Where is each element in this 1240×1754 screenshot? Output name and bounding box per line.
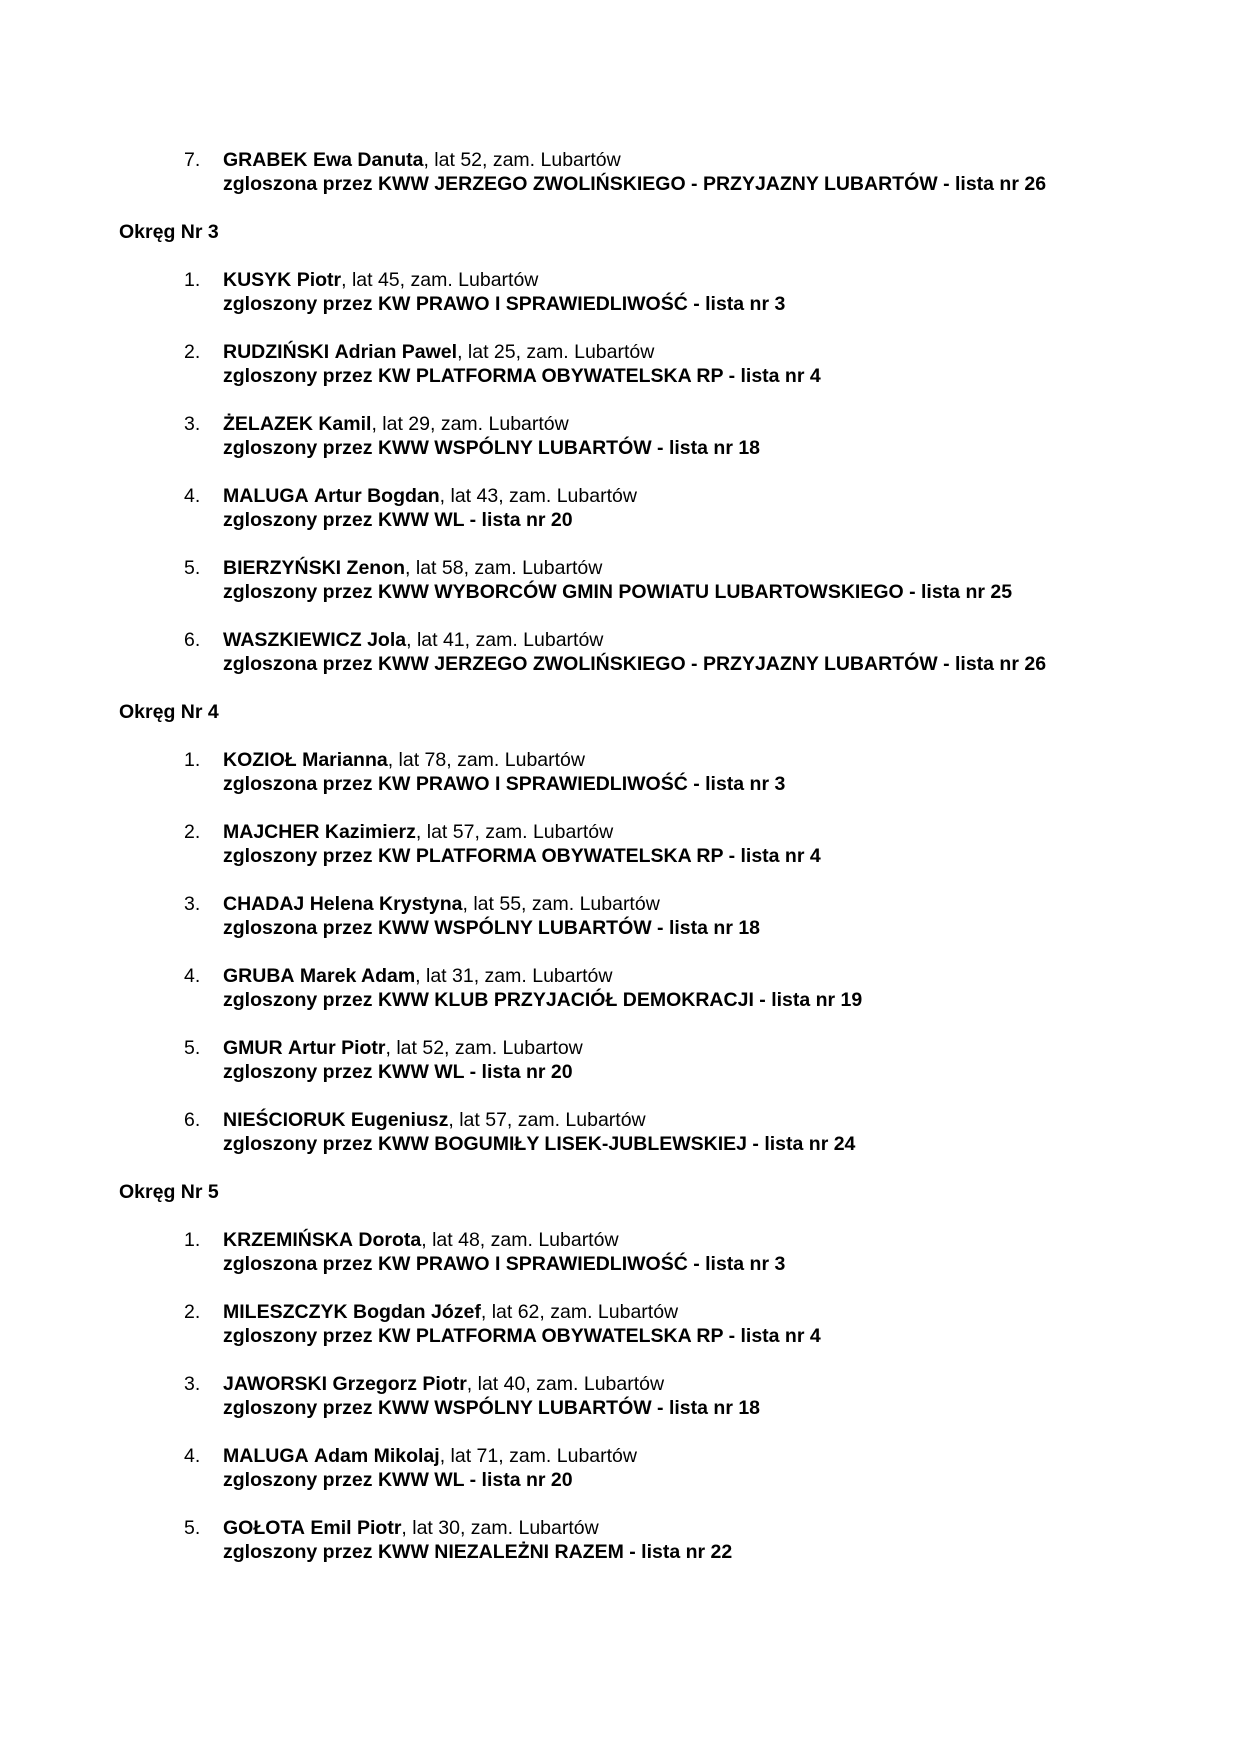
- nomination-line: [223, 172, 1046, 196]
- candidate-surname: GOŁOTA: [223, 1517, 305, 1539]
- committee-name: KWW JERZEGO ZWOLIŃSKIEGO - PRZYJAZNY LUBARTÓW - lista nr 26: [377, 173, 1047, 195]
- entry-number: 3.: [184, 1373, 201, 1395]
- nomination-line: [223, 844, 821, 868]
- candidate-details: , lat 52, zam. Lubartow: [385, 1037, 583, 1059]
- committee-name: KWW WYBORCÓW GMIN POWIATU LUBARTOWSKIEGO - lista nr 25: [377, 581, 1013, 603]
- candidate-given-names: Piotr: [296, 269, 342, 291]
- committee-name: KWW WSPÓLNY LUBARTÓW - lista nr 18: [377, 437, 761, 459]
- candidate-given-names: Dorota: [358, 1229, 422, 1251]
- candidate-line: [223, 820, 613, 844]
- candidate-surname: GMUR: [223, 1037, 283, 1059]
- candidate-given-names: Helena Krystyna: [309, 893, 463, 915]
- candidate-line: [223, 964, 612, 988]
- entry-number: 5.: [184, 1517, 201, 1539]
- nomination-line: [223, 508, 573, 532]
- candidate-details: , lat 55, zam. Lubartów: [462, 893, 660, 915]
- reported-by: zgloszony przez: [223, 1469, 373, 1491]
- reported-by: zgloszony przez: [223, 1541, 373, 1563]
- candidate-given-names: Adrian Pawel: [334, 341, 458, 363]
- reported-by: zgloszony przez: [223, 1133, 373, 1155]
- candidate-line: [223, 892, 660, 916]
- entry-number: 4.: [184, 965, 201, 987]
- committee-name: KWW WSPÓLNY LUBARTÓW - lista nr 18: [377, 917, 761, 939]
- candidate-line: [223, 556, 602, 580]
- candidate-surname: ŻELAZEK: [223, 413, 313, 435]
- committee-name: KW PRAWO I SPRAWIEDLIWOŚĆ - lista nr 3: [377, 293, 786, 315]
- candidate-details: , lat 58, zam. Lubartów: [405, 557, 603, 579]
- committee-name: KW PLATFORMA OBYWATELSKA RP - lista nr 4: [377, 365, 821, 387]
- nomination-line: [223, 1396, 760, 1420]
- nomination-line: [223, 916, 760, 940]
- candidate-details: , lat 62, zam. Lubartów: [480, 1301, 679, 1323]
- candidate-given-names: Grzegorz Piotr: [332, 1373, 467, 1395]
- nomination-line: [223, 1468, 573, 1492]
- entry-number: 1.: [184, 269, 201, 291]
- nomination-line: [223, 1324, 821, 1348]
- district-heading: Okręg Nr 5: [119, 1181, 219, 1203]
- entry-number: 6.: [184, 1109, 201, 1131]
- candidate-surname: MILESZCZYK: [223, 1301, 348, 1323]
- reported-by: zgloszona przez: [223, 173, 373, 195]
- committee-name: KWW WSPÓLNY LUBARTÓW - lista nr 18: [377, 1397, 761, 1419]
- district-heading: Okręg Nr 4: [119, 701, 219, 723]
- candidate-given-names: Marek Adam: [299, 965, 416, 987]
- candidate-details: , lat 31, zam. Lubartów: [415, 965, 613, 987]
- reported-by: zgloszony przez: [223, 509, 373, 531]
- candidate-given-names: Zenon: [346, 557, 406, 579]
- reported-by: zgloszona przez: [223, 1253, 373, 1275]
- nomination-line: [223, 988, 862, 1012]
- nomination-line: [223, 1540, 732, 1564]
- nomination-line: [223, 652, 1046, 676]
- committee-name: KW PLATFORMA OBYWATELSKA RP - lista nr 4: [377, 845, 821, 867]
- candidate-surname: MAJCHER: [223, 821, 320, 843]
- candidate-given-names: Ewa Danuta: [312, 149, 424, 171]
- reported-by: zgloszony przez: [223, 365, 373, 387]
- entry-number: 2.: [184, 821, 201, 843]
- nomination-line: [223, 1252, 785, 1276]
- candidate-surname: RUDZIŃSKI: [223, 341, 330, 363]
- committee-name: KW PLATFORMA OBYWATELSKA RP - lista nr 4: [377, 1325, 821, 1347]
- candidate-line: [223, 148, 621, 172]
- candidate-details: , lat 52, zam. Lubartów: [423, 149, 621, 171]
- candidate-given-names: Adam Mikolaj: [314, 1445, 440, 1467]
- candidate-given-names: Artur Bogdan: [314, 485, 440, 507]
- reported-by: zgloszony przez: [223, 293, 373, 315]
- candidate-line: [223, 412, 569, 436]
- candidate-line: [223, 1372, 664, 1396]
- reported-by: zgloszony przez: [223, 1325, 373, 1347]
- committee-name: KWW WL - lista nr 20: [377, 1061, 573, 1083]
- committee-name: KWW JERZEGO ZWOLIŃSKIEGO - PRZYJAZNY LUBARTÓW - lista nr 26: [377, 653, 1047, 675]
- candidate-surname: BIERZYŃSKI: [223, 557, 342, 579]
- candidate-given-names: Artur Piotr: [288, 1037, 386, 1059]
- candidate-given-names: Jola: [367, 629, 407, 651]
- entry-number: 1.: [184, 1229, 201, 1251]
- candidate-surname: JAWORSKI: [223, 1373, 328, 1395]
- candidate-details: , lat 45, zam. Lubartów: [341, 269, 539, 291]
- candidate-line: [223, 748, 585, 772]
- committee-name: KW PRAWO I SPRAWIEDLIWOŚĆ - lista nr 3: [377, 773, 786, 795]
- nomination-line: [223, 580, 1012, 604]
- candidate-line: [223, 268, 538, 292]
- nomination-line: [223, 436, 760, 460]
- candidate-surname: KUSYK: [223, 269, 292, 291]
- candidate-surname: GRABEK: [223, 149, 308, 171]
- candidate-surname: KOZIOŁ: [223, 749, 297, 771]
- reported-by: zgloszony przez: [223, 437, 373, 459]
- committee-name: KWW BOGUMIŁY LISEK-JUBLEWSKIEJ - lista nr 24: [377, 1133, 856, 1155]
- entry-number: 2.: [184, 1301, 201, 1323]
- candidate-surname: WASZKIEWICZ: [223, 629, 362, 651]
- candidate-line: [223, 1516, 599, 1540]
- candidate-given-names: Marianna: [302, 749, 388, 771]
- candidate-surname: NIEŚCIORUK: [223, 1109, 346, 1131]
- candidate-given-names: Bogdan Józef: [353, 1301, 481, 1323]
- entry-number: 6.: [184, 629, 201, 651]
- candidate-details: , lat 40, zam. Lubartów: [466, 1373, 665, 1395]
- candidate-details: , lat 43, zam. Lubartów: [439, 485, 637, 507]
- candidate-surname: MALUGA: [223, 1445, 309, 1467]
- candidate-given-names: Eugeniusz: [350, 1109, 449, 1131]
- entry-number: 2.: [184, 341, 201, 363]
- candidate-details: , lat 48, zam. Lubartów: [421, 1229, 619, 1251]
- candidate-details: , lat 30, zam. Lubartów: [401, 1517, 599, 1539]
- candidate-line: [223, 1444, 637, 1468]
- reported-by: zgloszony przez: [223, 989, 373, 1011]
- committee-name: KWW WL - lista nr 20: [377, 1469, 573, 1491]
- candidate-line: [223, 1108, 646, 1132]
- entry-number: 1.: [184, 749, 201, 771]
- candidate-line: [223, 484, 637, 508]
- entry-number: 4.: [184, 1445, 201, 1467]
- entry-number: 7.: [184, 149, 201, 171]
- candidate-details: , lat 25, zam. Lubartów: [457, 341, 655, 363]
- entry-number: 5.: [184, 1037, 201, 1059]
- entry-number: 4.: [184, 485, 201, 507]
- entry-number: 3.: [184, 893, 201, 915]
- candidate-details: , lat 57, zam. Lubartów: [415, 821, 614, 843]
- reported-by: zgloszony przez: [223, 1061, 373, 1083]
- district-heading: Okręg Nr 3: [119, 221, 219, 243]
- committee-name: KWW WL - lista nr 20: [377, 509, 573, 531]
- nomination-line: [223, 772, 785, 796]
- nomination-line: [223, 292, 785, 316]
- candidate-details: , lat 29, zam. Lubartów: [371, 413, 569, 435]
- reported-by: zgloszona przez: [223, 917, 373, 939]
- committee-name: KWW NIEZALEŻNI RAZEM - lista nr 22: [377, 1541, 733, 1563]
- candidate-surname: KRZEMIŃSKA: [223, 1229, 353, 1251]
- entry-number: 3.: [184, 413, 201, 435]
- candidate-details: , lat 78, zam. Lubartów: [387, 749, 585, 771]
- candidate-line: [223, 340, 654, 364]
- candidate-line: [223, 628, 603, 652]
- candidate-surname: GRUBA: [223, 965, 295, 987]
- candidate-given-names: Kamil: [318, 413, 372, 435]
- nomination-line: [223, 1060, 573, 1084]
- candidate-surname: CHADAJ: [223, 893, 305, 915]
- candidate-given-names: Kazimierz: [324, 821, 416, 843]
- nomination-line: [223, 364, 821, 388]
- reported-by: zgloszony przez: [223, 845, 373, 867]
- reported-by: zgloszony przez: [223, 1397, 373, 1419]
- candidate-line: [223, 1300, 678, 1324]
- reported-by: zgloszona przez: [223, 653, 373, 675]
- candidate-details: , lat 57, zam. Lubartów: [448, 1109, 646, 1131]
- candidate-details: , lat 41, zam. Lubartów: [406, 629, 604, 651]
- reported-by: zgloszona przez: [223, 773, 373, 795]
- candidate-line: [223, 1228, 619, 1252]
- nomination-line: [223, 1132, 855, 1156]
- candidate-line: [223, 1036, 583, 1060]
- candidate-details: , lat 71, zam. Lubartów: [439, 1445, 637, 1467]
- candidate-given-names: Emil Piotr: [310, 1517, 402, 1539]
- entry-number: 5.: [184, 557, 201, 579]
- committee-name: KW PRAWO I SPRAWIEDLIWOŚĆ - lista nr 3: [377, 1253, 786, 1275]
- reported-by: zgloszony przez: [223, 581, 373, 603]
- committee-name: KWW KLUB PRZYJACIÓŁ DEMOKRACJI - lista nr 19: [377, 989, 863, 1011]
- candidate-surname: MALUGA: [223, 485, 309, 507]
